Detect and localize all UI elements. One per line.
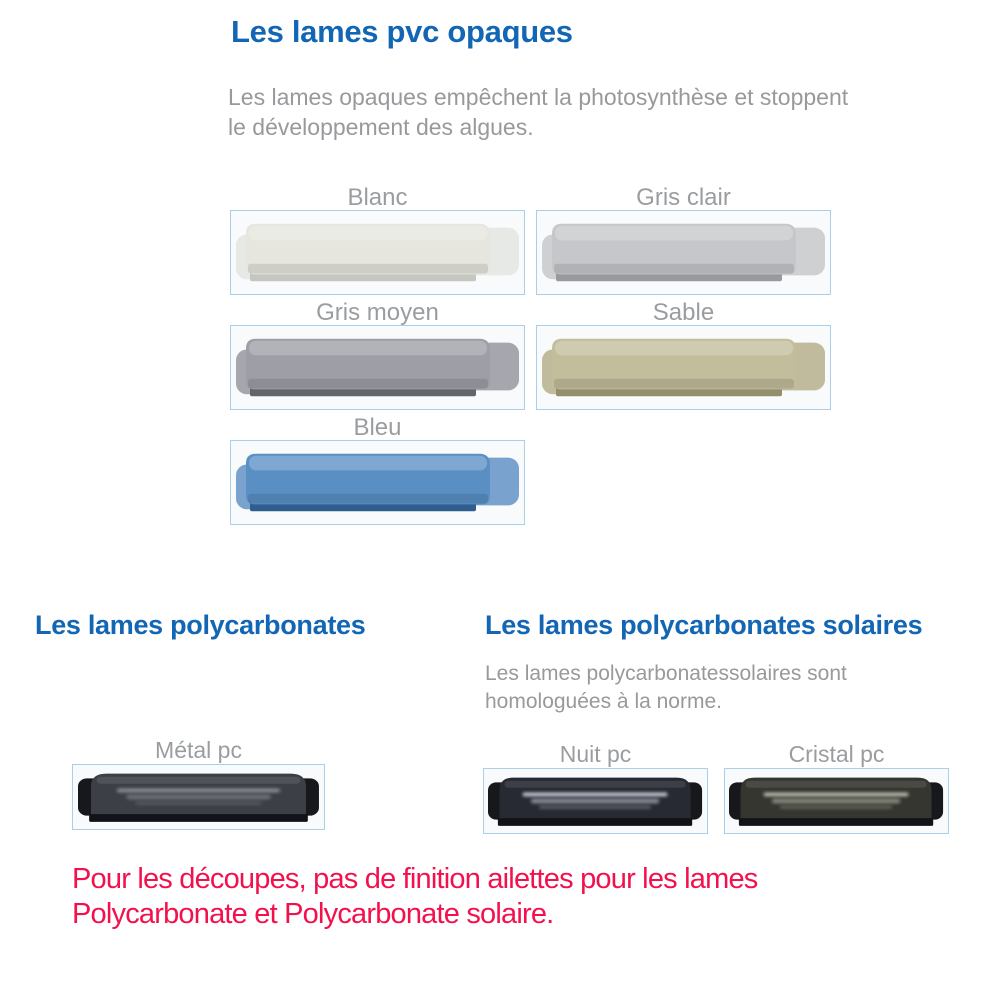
- pc-slat-illustration: [729, 773, 943, 829]
- product-label: Bleu: [353, 415, 402, 440]
- product-image-frame: [724, 768, 949, 834]
- product-card: [230, 300, 525, 410]
- product-image-frame: [230, 325, 525, 410]
- polycarbonate-solar-product-list: [483, 740, 949, 834]
- product-image-frame: [536, 210, 831, 295]
- product-image-frame: [230, 440, 525, 525]
- product-card: [230, 185, 525, 295]
- pvc-section-title: Les lames pvc opaques: [231, 14, 573, 49]
- product-image-frame: [72, 764, 325, 830]
- polycarbonate-section-title: Les lames polycarbonates: [35, 610, 366, 640]
- polycarbonate-product-list: [72, 736, 325, 830]
- product-image-frame: [536, 325, 831, 410]
- product-card: [483, 740, 708, 834]
- product-image-frame: [230, 210, 525, 295]
- pc-slat-illustration: [488, 773, 702, 829]
- pvc-slat-illustration: [540, 215, 827, 290]
- product-card: [536, 185, 831, 295]
- cutting-finish-note: Pour les découpes, pas de finition ailettes pour les lames Polycarbonate et Polycarbonate solaire.: [72, 863, 758, 931]
- product-label: Métal pc: [155, 737, 242, 763]
- product-label: Gris clair: [636, 185, 731, 210]
- product-card: [536, 300, 831, 410]
- product-label: Sable: [652, 300, 715, 325]
- pvc-slat-illustration: [234, 445, 521, 520]
- polycarbonate-solar-section-title: Les lames polycarbonates solaires: [485, 610, 923, 640]
- pc-slat-illustration: [78, 769, 319, 825]
- product-card: [724, 740, 949, 834]
- product-card: [72, 736, 325, 830]
- pvc-section-description: Les lames opaques empêchent la photosynthèse et stoppent le développement des algues.: [228, 84, 849, 141]
- product-image-frame: [483, 768, 708, 834]
- product-label: Nuit pc: [559, 741, 632, 767]
- pvc-slat-illustration: [540, 330, 827, 405]
- pvc-slat-illustration: [234, 330, 521, 405]
- pvc-slat-illustration: [234, 215, 521, 290]
- product-label: Blanc: [347, 185, 408, 210]
- product-label: Gris moyen: [316, 300, 439, 325]
- pvc-product-grid: [230, 185, 832, 525]
- product-label: Cristal pc: [788, 741, 885, 767]
- polycarbonate-solar-description: Les lames polycarbonatessolaires sont homologuées à la norme.: [485, 662, 847, 713]
- product-card: [230, 415, 525, 525]
